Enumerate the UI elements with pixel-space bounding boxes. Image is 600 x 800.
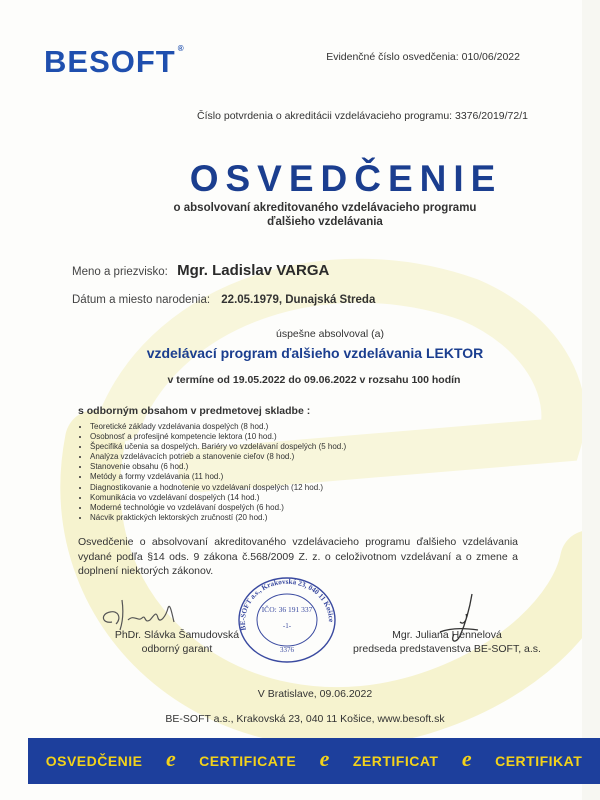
- list-item: • Nácvik praktických lektorských zručností (20 hod.): [90, 513, 450, 523]
- program-term: v termíne od 19.05.2022 do 09.06.2022 v rozsahu 100 hodín: [167, 374, 461, 386]
- passed-text: úspešne absolvoval (a): [276, 328, 384, 340]
- stamp-num: -1-: [282, 622, 292, 630]
- certificate-subtitle: [160, 201, 490, 229]
- dob-label: Dátum a miesto narodenia:: [72, 294, 211, 306]
- band-separator: e: [165, 746, 176, 771]
- list-item: • Teoretické základy vzdelávania dospelých (8 hod.): [90, 422, 450, 432]
- list-item: • Komunikácia vo vzdelávaní dospelých (14 hod.): [90, 493, 450, 503]
- logo-text: BESOFT: [44, 44, 176, 79]
- subtitle-line-2: ďalšieho vzdelávania: [267, 216, 383, 228]
- besoft-logo: [44, 44, 184, 84]
- stamp-ring-text: BE-SOFT a.s., Krakovská 23, 040 11 Košice: [238, 577, 336, 632]
- signatory-right-name: Mgr. Juliana Hennelová: [392, 629, 502, 641]
- band-separator: e: [461, 746, 472, 771]
- signatory-left: [96, 628, 258, 656]
- signatory-left-name: PhDr. Slávka Šamudovská: [114, 629, 240, 641]
- name-row: [72, 262, 329, 279]
- content-heading: s odborným obsahom v predmetovej skladbe :: [78, 405, 311, 417]
- list-item: • Stanovenie obsahu (6 hod.): [90, 462, 450, 472]
- signatory-right-role: predseda predstavenstva BE-SOFT, a.s.: [353, 643, 541, 655]
- list-item: • Moderné technológie vo vzdelávaní dospelých (6 hod.): [90, 503, 450, 513]
- band-word-certificate: CERTIFICATE: [199, 753, 297, 769]
- certificate-title: OSVEDČENIE: [189, 158, 503, 199]
- list-item: • Osobnosť a profesijné kompetencie lektora (10 hod.): [90, 432, 450, 442]
- dob-value: 22.05.1979, Dunajská Streda: [221, 294, 376, 306]
- name-value: Mgr. Ladislav VARGA: [177, 262, 330, 279]
- band-word-zertificat: ZERTIFICAT: [352, 753, 439, 769]
- program-name: vzdelávací program ďalšieho vzdelávania LEKTOR: [146, 345, 484, 361]
- place-date: V Bratislave, 09.06.2022: [257, 688, 373, 700]
- list-item: • Špecifiká učenia sa dospelých. Bariéry vo vzdelávaní dospelých (5 hod.): [90, 442, 450, 452]
- signatory-right: [352, 628, 542, 656]
- stamp-ico: IČO: 36 191 337: [261, 605, 313, 614]
- name-label: Meno a priezvisko:: [72, 266, 168, 278]
- evidencne-cislo: Evidenčné číslo osvedčenia: 010/06/2022: [326, 51, 520, 63]
- band-word-certifikat: CERTIFIKAT: [495, 753, 583, 769]
- registered-mark: ®: [177, 44, 184, 53]
- dob-row: [72, 294, 375, 306]
- certificate-band: [28, 738, 600, 784]
- legal-text: Osvedčenie o absolvovaní akreditovaného vzdelávacieho programu ďalšieho vzdelávania vydané podľa §14 ods. 9 zákona č.568/2009 Z. z. o celoživotnom vzdelávaní a o zmene a doplnení niektorých zákonov.: [78, 536, 518, 577]
- akreditacia-cislo: Číslo potvrdenia o akreditácii vzdelávacieho programu: 3376/2019/72/1: [197, 110, 528, 122]
- company-address: BE-SOFT a.s., Krakovská 23, 040 11 Košice, www.besoft.sk: [165, 713, 445, 725]
- stamp-code: 3376: [280, 646, 294, 654]
- band-word-osvedcenie: OSVEDČENIE: [45, 753, 143, 769]
- subtitle-line-1: o absolvovaní akreditovaného vzdelávacieho programu: [173, 202, 477, 214]
- list-item: • Analýza vzdelávacích potrieb a stanovenie cieľov (8 hod.): [90, 452, 450, 462]
- module-list: [78, 422, 450, 523]
- list-item: • Metódy a formy vzdelávania (11 hod.): [90, 472, 450, 482]
- signatory-left-role: odborný garant: [141, 643, 213, 655]
- list-item: • Diagnostikovanie a hodnotenie vo vzdelávaní dospelých (12 hod.): [90, 483, 450, 493]
- band-separator: e: [319, 746, 330, 771]
